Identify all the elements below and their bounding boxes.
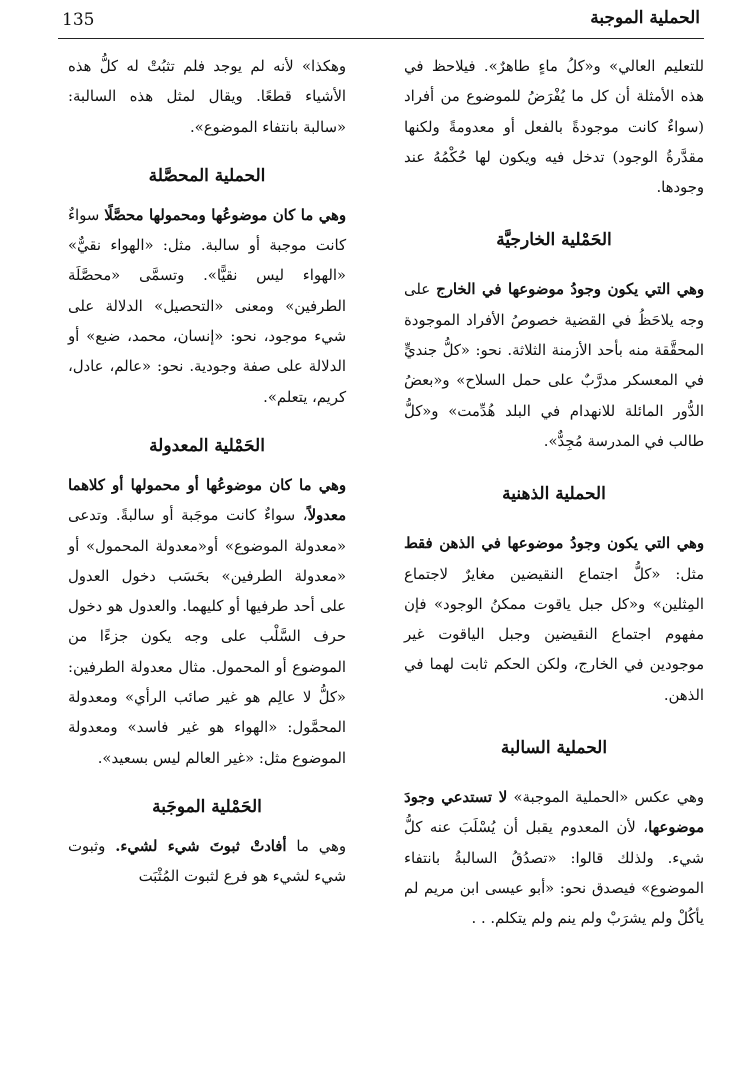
paragraph-text: ، لأن المعدوم يقبل أن يُسْلَبَ عنه كلُّ شيء. ولذلك قالوا: «تصدُقُ السالبةُ بانتفاء الموضوع» فيصدق نحو: «أبو عيسى ابن مريم لم يأكُلْ ولم يشرَبْ ولم ينم ولم يتكلم. . . [404, 819, 704, 928]
paragraph-text: وهي ما [286, 837, 347, 855]
paragraph: للتعليم العالي» و«كلُ ماءٍ طاهرٌ». فيلاحظ في هذه الأمثلة أن كل ما يُفْرَضُ للموضوع من أفراد (سواءٌ كانت موجودةً بالفعل أو معدومةً ولكنها مقدَّرةُ الوجود) تدخل فيه ويكون لها حُكْمُهُ عند وجودها. [404, 58, 704, 197]
section-heading-muhassala: الحملية المحصَّلة [148, 165, 266, 186]
bold-definition: وهي التي يكون وجودُ موضوعها في الخارج [436, 281, 705, 299]
section-heading-external: الحَمْلية الخارجيَّة [496, 230, 612, 251]
paragraph [404, 783, 704, 934]
header-rule [58, 38, 704, 39]
page-header [0, 0, 744, 44]
paragraph-text: على وجه يلاحَظُ في القضية خصوصُ الأفراد الموجودة المحقَّقة منه بأحد الأزمنة الثلاثة. نحو: «كلُّ جنديٍّ في المعسكر مدرَّبٌ على حمل السلاح» و«بعضُ الدُّور المائلة للانهدام في البلد هُدِّمت» و«كلُّ طالب في المدرسة مُجِدٌّ». [404, 281, 704, 450]
paragraph [68, 471, 346, 774]
section-heading-maadula: الحَمْلية المعدولة [149, 435, 265, 456]
paragraph-text: ، سواءٌ كانت موجَبة أو سالبةً. وتدعى «معدولة الموضوع» أو«معدولة المحمول» أو «معدولة الطرفين» بحَسَب دخول العدول على أحد طرفيها أو كليهما. والعدول هو دخول حرف السَّلْب على وجه يكون جزءًا من الموضوع أو المحمول. مثال معدولة الطرفين: «كلُّ لا عالِم هو غير صائب الرأي» ومعدولة المحمَّول: «الهواء هو غير فاسد» ومعدولة الموضوع مثل: «غير العالم ليس بسعيد». [68, 507, 346, 767]
section-heading-mental: الحملية الذهنية [502, 484, 606, 505]
left-column [68, 52, 346, 893]
paragraph [68, 201, 346, 413]
paragraph-text: وهي عكس «الحملية الموجبة» [507, 789, 704, 807]
paragraph-text: مثل: «كلُّ اجتماع النقيضين مغايرٌ لاجتماع المِثلين» و«كل جبل ياقوت ممكنُ الوجود» فإن مفهوم اجتماع النقيضين وجبل الياقوت غير موجودين في الخارج، ولكن الحكم ثابت لهما في الذهن. [404, 565, 704, 704]
paragraph-text: وثبوت شيء لشيء هو فرع لثبوت المُثْبَت [68, 837, 346, 886]
right-column [404, 52, 704, 935]
paragraph [68, 832, 346, 893]
paragraph [404, 275, 704, 457]
section-heading-mujaba: الحَمْلية الموجَبة [152, 796, 262, 817]
bold-definition: أفادتْ ثبوتَ شيء لشيء. [115, 837, 287, 855]
bold-definition: وهي ما كان موضوعُها أو محمولها أو كلاهما معدولاً [68, 476, 346, 525]
paragraph: وهكذا» لأنه لم يوجد فلم تثبُتْ له كلُّ هذه الأشياء قطعًا. ويقال لمثل هذه السالبة: «سالبة بانتفاء الموضوع». [68, 58, 346, 136]
bold-definition: لا تستدعي وجودَ موضوعها [404, 789, 704, 837]
paragraph-text: سواءٌ كانت موجبة أو سالبة. مثل: «الهواء نقيٌّ» «الهواء ليس نقيًّا». وتسمَّى «محصَّلَة الطرفين» ومعنى «التحصيل» الدلالة على شيء موجود، نحو: «إنسان، محمد، ضبع» أو الدلالة على صفة وجودية. نحو: «عالم، عادل، كريم، يتعلم». [68, 206, 346, 406]
running-title: الحملية الموجبة [590, 8, 700, 28]
bold-definition: وهي ما كان موضوعُها ومحمولها محصَّلًا [104, 206, 346, 224]
section-heading-negative: الحملية السالبة [500, 738, 608, 759]
page-number: 135 [62, 10, 95, 30]
bold-definition: وهي التي يكون وجودُ موضوعها في الذهن فقط [404, 535, 704, 553]
paragraph [404, 529, 704, 711]
